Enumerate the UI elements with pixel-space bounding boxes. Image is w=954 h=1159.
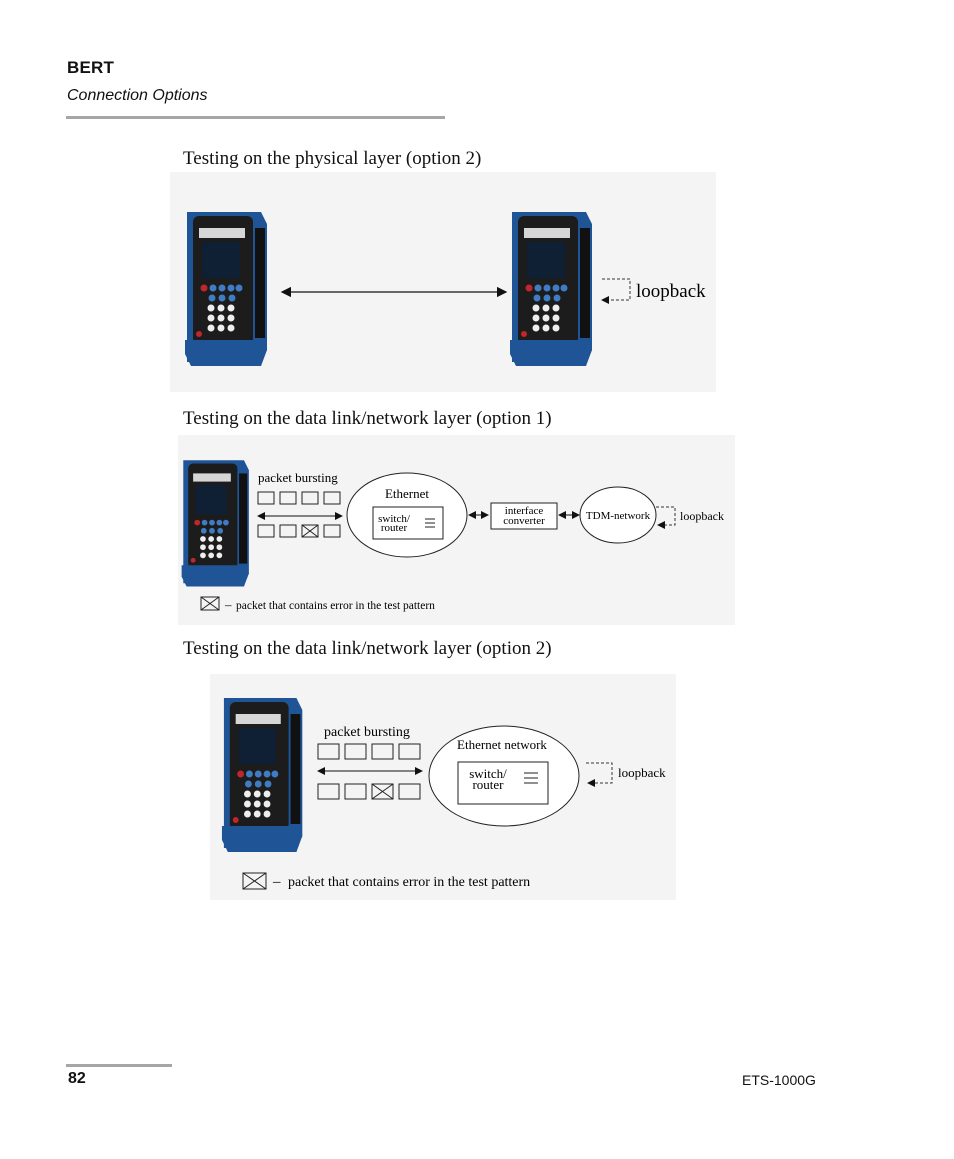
legend-text: packet that contains error in the test pattern	[288, 875, 531, 890]
converter-label-1: interface	[504, 505, 544, 517]
product-name: ETS-1000G	[742, 1072, 816, 1088]
packets-row-top	[318, 744, 420, 759]
header-rule	[66, 116, 445, 119]
converter-label-2: converter	[503, 515, 545, 527]
loopback-arrow	[656, 507, 675, 525]
device-right-icon	[510, 212, 592, 366]
packets-row-bottom	[318, 784, 420, 799]
figure-1	[170, 172, 716, 392]
page-number: 82	[68, 1070, 86, 1087]
figure-2-caption: Testing on the data link/network layer (option 1)	[183, 408, 552, 429]
error-packet-icon	[243, 873, 266, 889]
figure-2	[178, 435, 735, 625]
switch-label-2: router	[380, 522, 408, 534]
loopback-label: loopback	[636, 281, 706, 302]
switch-label-1: switch/	[469, 766, 507, 781]
device-icon	[182, 460, 249, 586]
legend-dash: –	[225, 597, 232, 612]
tdm-label: TDM-network	[585, 510, 651, 522]
ethernet-network-label: Ethernet network	[457, 737, 547, 752]
packets-row-top	[258, 492, 340, 504]
footer-rule	[66, 1064, 172, 1067]
header-title: BERT	[67, 58, 115, 77]
device-icon	[222, 698, 302, 852]
legend-dash: –	[273, 874, 281, 890]
figure-3	[210, 674, 676, 900]
loopback-arrow	[586, 763, 612, 783]
ethernet-label: Ethernet	[384, 486, 430, 501]
figure-3-caption: Testing on the data link/network layer (option 2)	[183, 638, 552, 659]
switch-label-1: switch/	[378, 513, 410, 525]
loopback-arrow	[602, 279, 630, 300]
packet-bursting-label: packet bursting	[324, 725, 410, 740]
loopback-label: loopback	[680, 509, 724, 523]
figure-1-caption: Testing on the physical layer (option 2)	[183, 148, 482, 169]
loopback-label: loopback	[618, 765, 666, 780]
error-packet-icon	[201, 597, 219, 610]
packets-row-bottom	[258, 525, 340, 537]
switch-label-2: router	[472, 777, 504, 792]
header-subtitle: Connection Options	[67, 87, 208, 104]
packet-bursting-label: packet bursting	[258, 470, 338, 485]
legend-text: packet that contains error in the test pattern	[236, 600, 435, 612]
device-left-icon	[185, 212, 267, 366]
